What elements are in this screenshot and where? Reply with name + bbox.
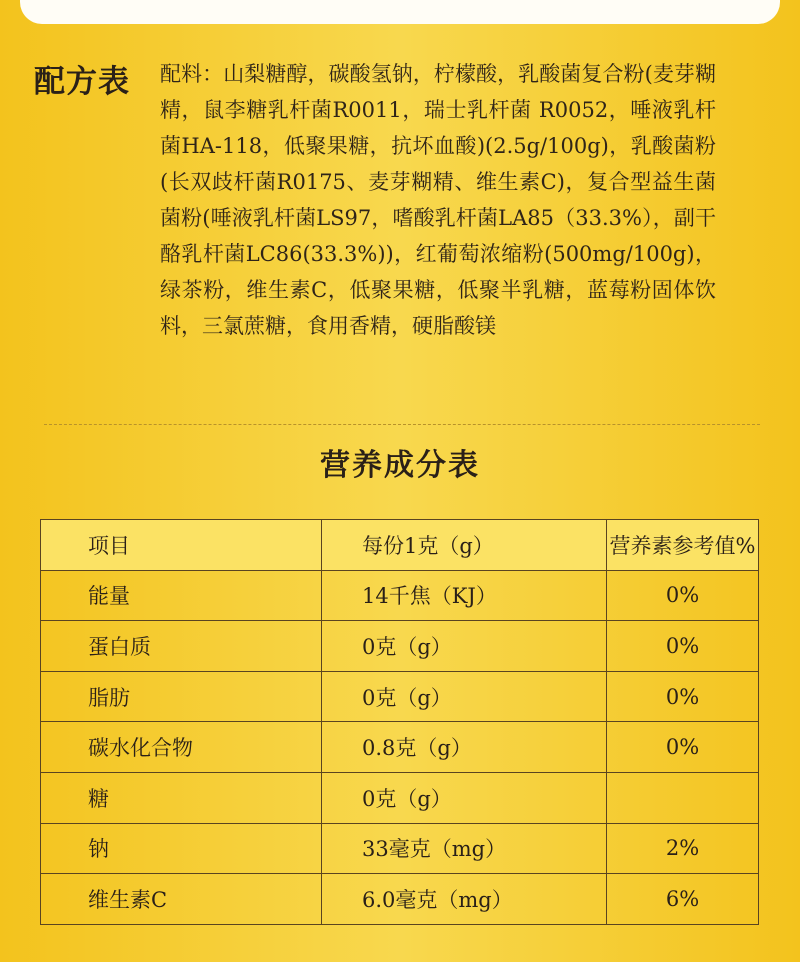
row-amount: 0克（g） (322, 621, 607, 672)
table-row (41, 671, 759, 722)
nutrition-header-row (41, 520, 759, 571)
row-nrv: 6% (607, 874, 759, 925)
row-amount: 14千焦（KJ） (322, 570, 607, 621)
table-row (41, 570, 759, 621)
header-nrv: 营养素参考值% (607, 520, 759, 571)
table-row (41, 722, 759, 773)
formula-title: 配方表 (34, 64, 130, 100)
row-nrv: 0% (607, 671, 759, 722)
row-nrv: 2% (607, 823, 759, 874)
table-row (41, 772, 759, 823)
row-item: 脂肪 (41, 671, 322, 722)
row-amount: 33毫克（mg） (322, 823, 607, 874)
table-row (41, 874, 759, 925)
row-amount: 6.0毫克（mg） (322, 874, 607, 925)
row-nrv: 0% (607, 621, 759, 672)
row-amount: 0克（g） (322, 772, 607, 823)
row-item: 维生素C (41, 874, 322, 925)
table-row (41, 823, 759, 874)
row-amount: 0.8克（g） (322, 722, 607, 773)
header-item: 项目 (41, 520, 322, 571)
nutrition-title: 营养成分表 (320, 448, 480, 483)
row-nrv (607, 772, 759, 823)
formula-ingredients: 配料：山梨糖醇，碳酸氢钠，柠檬酸，乳酸菌复合粉(麦芽糊精，鼠李糖乳杆菌R0011，瑞士乳杆菌 R0052，唾液乳杆菌HA-118，低聚果糖，抗坏血酸)(2.5g/100g)，乳酸菌粉(长双歧杆菌R0175、麦芽糊精、维生素C)，复合型益生菌菌粉(唾液乳杆菌LS97，嗜酸乳杆菌LA85（33.3%），副干酪乳杆菌LC86(33.3%))，红葡萄浓缩粉(500mg/100g)，绿茶粉，维生素C，低聚果糖，低聚半乳糖，蓝莓粉固体饮料，三氯蔗糖，食用香精，硬脂酸镁 (160, 62, 716, 338)
row-nrv: 0% (607, 722, 759, 773)
row-item: 碳水化合物 (41, 722, 322, 773)
nutrition-table (40, 519, 759, 925)
row-item: 糖 (41, 772, 322, 823)
row-nrv: 0% (607, 570, 759, 621)
row-item: 蛋白质 (41, 621, 322, 672)
row-item: 钠 (41, 823, 322, 874)
section-divider (44, 424, 760, 425)
top-card (20, 0, 780, 24)
table-row (41, 621, 759, 672)
row-amount: 0克（g） (322, 671, 607, 722)
header-amount: 每份1克（g） (322, 520, 607, 571)
row-item: 能量 (41, 570, 322, 621)
